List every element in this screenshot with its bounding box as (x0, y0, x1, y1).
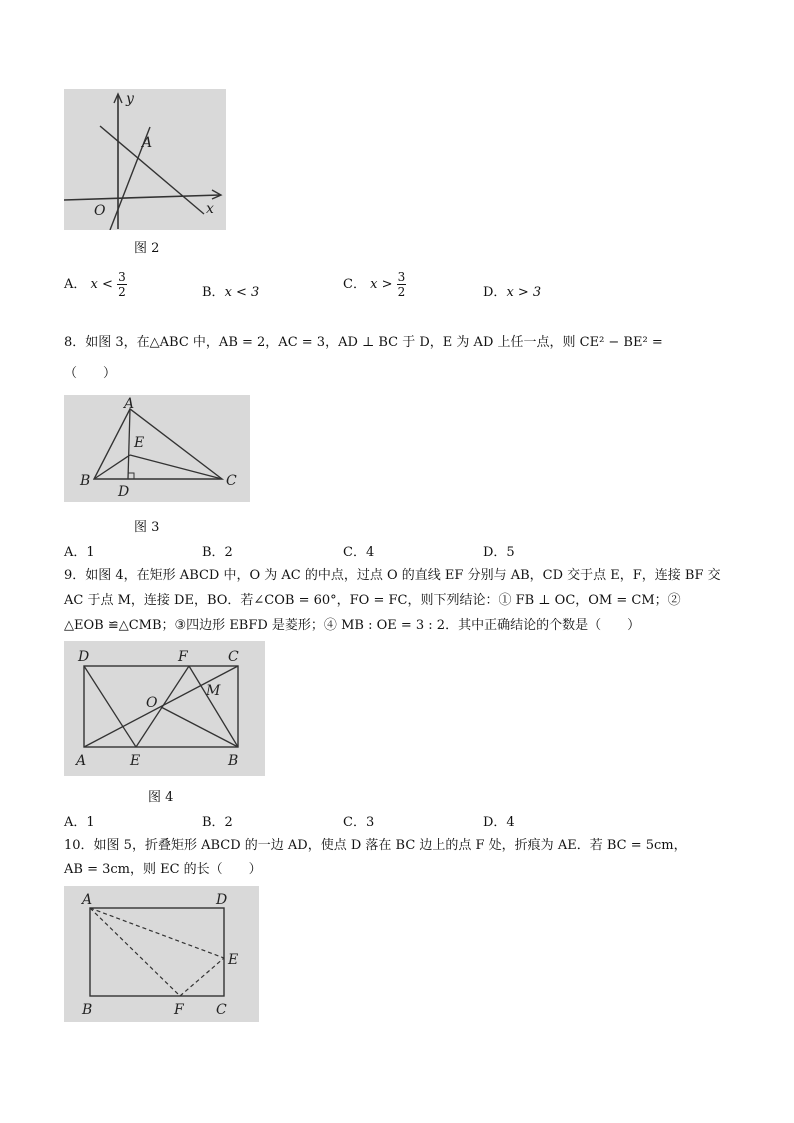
fig4-label-b: B (228, 753, 239, 769)
fig3-label-c: C (226, 473, 237, 489)
figure-3-caption: 图 3 (134, 520, 160, 535)
q8-stem-line1: 8．如图 3，在△ABC 中，AB = 2，AC = 3，AD ⊥ BC 于 D，E 为 AD 上任一点，则 CE² − BE² = (64, 335, 663, 350)
figure-4 (64, 641, 265, 776)
fig3-label-e: E (134, 435, 145, 451)
q7-option-b-letter: B． (202, 285, 225, 300)
q9-option-b[interactable]: B．2 (202, 815, 233, 830)
q7-option-b-text: x < 3 (224, 285, 260, 300)
q9-option-d[interactable]: D．4 (483, 815, 515, 830)
q7-option-c-op: > (381, 277, 393, 292)
q7-option-a-op: < (102, 277, 113, 292)
q9-stem-line1: 9．如图 4，在矩形 ABCD 中，O 为 AC 的中点，过点 O 的直线 EF 分别与 AB，CD 交于点 E，F，连接 BF 交 (64, 568, 721, 583)
q10-stem-line1: 10．如图 5，折叠矩形 ABCD 的一边 AD，使点 D 落在 BC 边上的点 F 处，折痕为 AE．若 BC = 5cm， (64, 838, 687, 853)
q8-option-c[interactable]: C．4 (343, 545, 375, 560)
q9-stem-line2: AC 于点 M，连接 DE，BO．若∠COB = 60°，FO = FC，则下列结论：① FB ⊥ OC，OM = CM；② (64, 593, 681, 608)
fig3-label-d: D (118, 484, 130, 500)
q8-option-b[interactable]: B．2 (202, 545, 233, 560)
q7-option-d[interactable] (483, 281, 541, 300)
fig5-label-e: E (228, 952, 239, 968)
q7-option-c-var: x (370, 277, 378, 292)
q9-option-c[interactable]: C．3 (343, 815, 375, 830)
figure-2-caption: 图 2 (134, 241, 160, 256)
fig4-label-m: M (206, 683, 221, 699)
fig5-label-b: B (82, 1002, 93, 1018)
fig3-label-a: A (124, 396, 135, 412)
q7-option-d-letter: D． (483, 285, 507, 300)
figure-4-caption: 图 4 (148, 790, 174, 805)
q7-option-c[interactable] (343, 270, 406, 299)
fig2-label-a: A (142, 135, 153, 151)
q7-option-b[interactable] (202, 281, 259, 300)
figure-2 (64, 89, 226, 230)
q7-option-a[interactable] (64, 270, 127, 299)
fig5-label-d: D (216, 892, 228, 908)
fig4-label-f: F (178, 649, 188, 665)
fig2-label-x: x (206, 201, 214, 217)
q7-option-a-den: 2 (118, 285, 126, 299)
fig4-label-c: C (228, 649, 239, 665)
fig4-label-d: D (78, 649, 90, 665)
fig4-label-o: O (146, 695, 158, 711)
fig4-label-a: A (76, 753, 87, 769)
q7-option-a-num: 3 (118, 270, 126, 284)
q7-option-a-fraction (117, 270, 127, 299)
q8-stem-line2: （ ） (64, 366, 117, 381)
fig5-label-f: F (174, 1002, 184, 1018)
fig5-label-a: A (82, 892, 93, 908)
q9-option-a[interactable]: A．1 (64, 815, 95, 830)
q7-option-d-text: x > 3 (506, 285, 542, 300)
fig4-label-e: E (130, 753, 141, 769)
q9-stem-line3: △EOB ≌△CMB；③四边形 EBFD 是菱形；④ MB : OE = 3 : 2．其中正确结论的个数是（ ） (64, 618, 641, 633)
fig5-label-c: C (216, 1002, 227, 1018)
fig3-label-b: B (80, 473, 91, 489)
q8-option-d[interactable]: D．5 (483, 545, 515, 560)
q7-option-c-fraction (397, 270, 407, 299)
fig2-label-o: O (94, 203, 106, 219)
q7-option-c-num: 3 (397, 270, 406, 284)
q7-option-a-letter: A． (64, 277, 87, 292)
q8-option-a[interactable]: A．1 (64, 545, 95, 560)
q7-option-c-letter: C． (343, 277, 366, 292)
figure-3 (64, 395, 250, 502)
q10-stem-line2: AB = 3cm，则 EC 的长（ ） (64, 862, 262, 877)
q7-option-a-var: x (90, 277, 98, 292)
q7-option-c-den: 2 (397, 285, 406, 299)
figure-5 (64, 886, 259, 1022)
fig2-label-y: y (126, 91, 134, 107)
